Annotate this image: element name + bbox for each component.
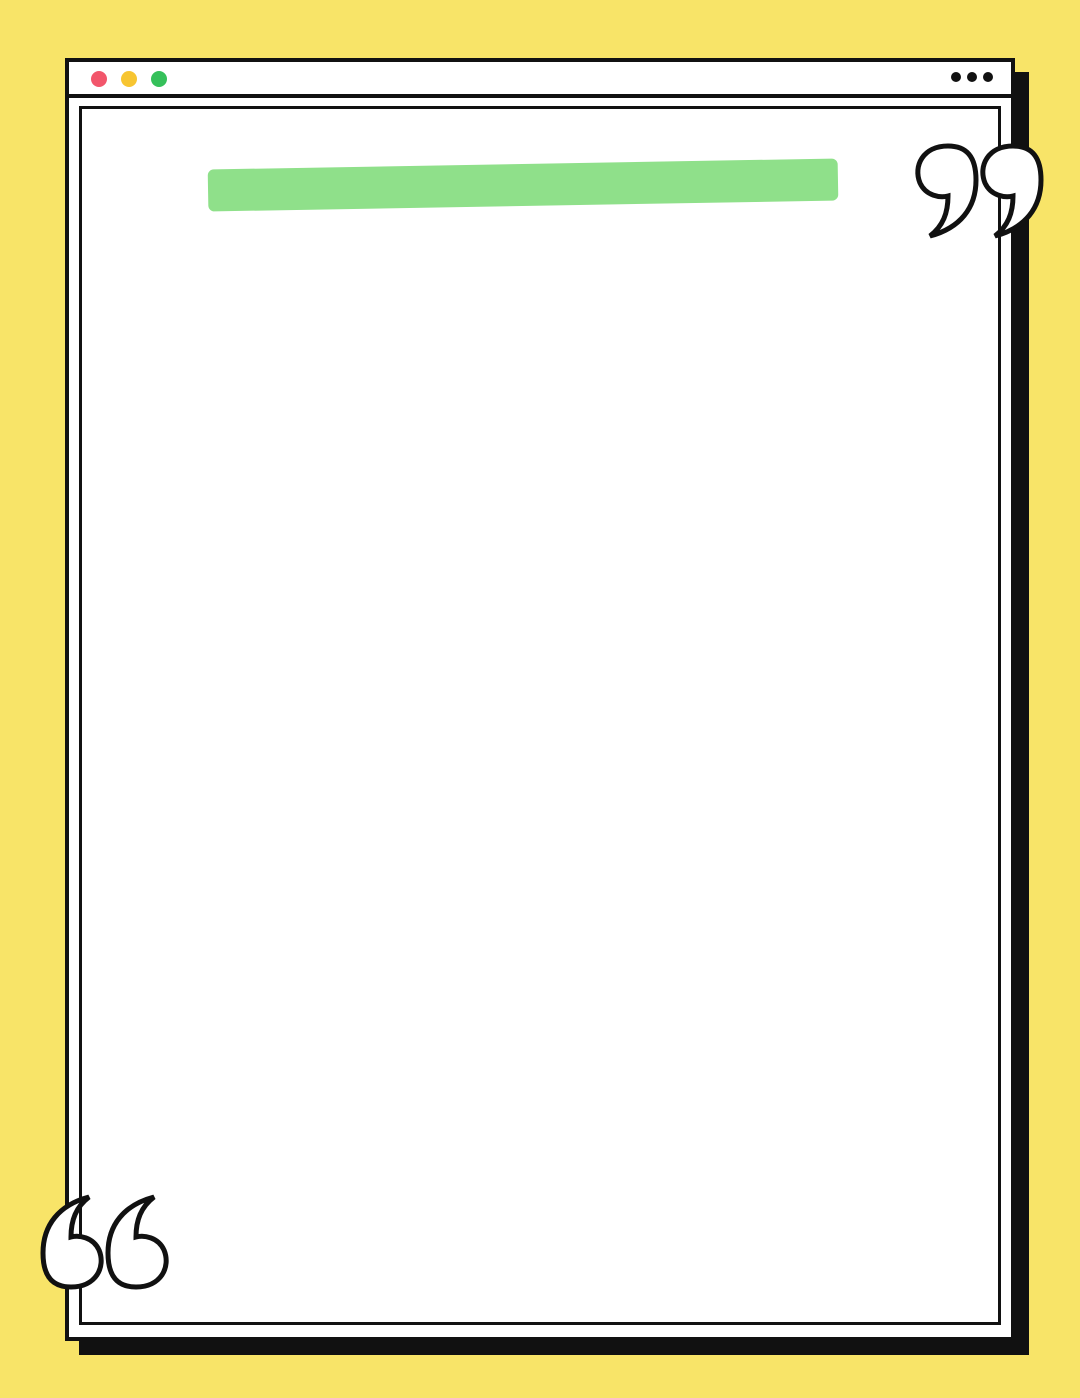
closing-quote-icon <box>908 138 1048 243</box>
window-titlebar <box>69 62 1011 98</box>
minimize-dot[interactable] <box>121 71 137 87</box>
more-menu-icon[interactable] <box>951 72 993 82</box>
page-title <box>208 132 848 212</box>
content-panel <box>79 106 1001 1325</box>
title-highlight <box>208 159 839 212</box>
browser-window <box>65 58 1015 1341</box>
maximize-dot[interactable] <box>151 71 167 87</box>
close-dot[interactable] <box>91 71 107 87</box>
opening-quote-icon <box>36 1190 176 1295</box>
